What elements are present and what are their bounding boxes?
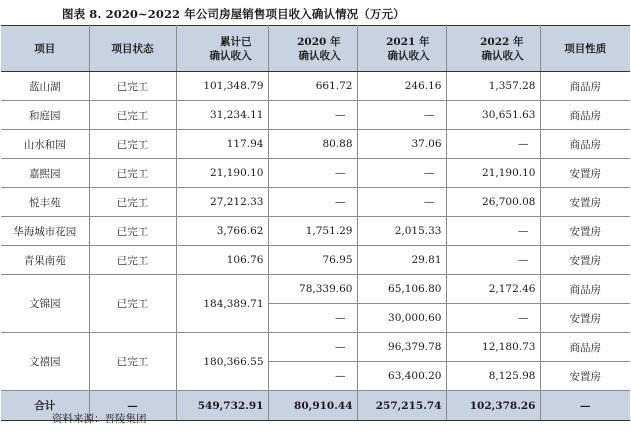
table-row [1,333,630,362]
table-row [1,101,630,130]
header-row [1,26,630,72]
cell-project: 悦丰苑 [1,188,89,217]
cell-2021: — [357,159,446,188]
header-2020-line1: 2020 年 [297,35,341,48]
cell-2022: — [446,304,540,333]
cell-project: 文禧园 [1,333,89,391]
total-nature: — [540,391,630,421]
cell-2022: 8,125.98 [446,362,540,391]
cell-2021: 96,379.78 [357,333,446,362]
cell-status: 已完工 [89,246,176,275]
total-label: 合计 [1,391,89,421]
cell-2022: 21,190.10 [446,159,540,188]
cell-status: 已完工 [89,101,176,130]
header-2020 [268,26,357,72]
cell-2020: — [268,362,357,391]
table-row [1,72,630,101]
cell-2020: — [268,159,357,188]
cell-2021: — [357,188,446,217]
header-cumulative [176,26,268,72]
cell-nature: 商品房 [540,130,630,159]
table-row [1,188,630,217]
header-status: 项目状态 [89,26,176,72]
cell-cumulative: 3,766.62 [176,217,268,246]
cell-2022: — [446,217,540,246]
cell-status: 已完工 [89,333,176,391]
cell-cumulative: 180,366.55 [176,333,268,391]
cell-2021: 246.16 [357,72,446,101]
header-2020-line2: 确认收入 [298,49,341,62]
cell-2022: — [446,130,540,159]
header-project: 项目 [1,26,89,72]
cell-nature: 商品房 [540,275,630,304]
cell-project: 嘉熙园 [1,159,89,188]
cell-2020: — [268,188,357,217]
cell-2022: 26,700.08 [446,188,540,217]
table-row [1,246,630,275]
total-status: — [89,391,176,421]
cell-2020: 78,339.60 [268,275,357,304]
cell-2021: 37.06 [357,130,446,159]
cell-2022: 12,180.73 [446,333,540,362]
header-2022-line1: 2022 年 [480,35,524,48]
total-2022: 102,378.26 [446,391,540,421]
header-2021-line1: 2021 年 [386,35,430,48]
cell-nature: 商品房 [540,101,630,130]
cell-2021: — [357,101,446,130]
cell-2022: — [446,246,540,275]
cell-2021: 2,015.33 [357,217,446,246]
header-2022-line2: 确认收入 [481,49,524,62]
cell-2021: 29.81 [357,246,446,275]
total-2021: 257,215.74 [357,391,446,421]
cell-project: 山水和园 [1,130,89,159]
cell-project: 和庭园 [1,101,89,130]
cell-2022: 2,172.46 [446,275,540,304]
cell-status: 已完工 [89,159,176,188]
cell-nature: 安置房 [540,246,630,275]
cell-status: 已完工 [89,130,176,159]
cell-2021: 65,106.80 [357,275,446,304]
cell-project: 华海城市花园 [1,217,89,246]
cell-cumulative: 106.76 [176,246,268,275]
cell-cumulative: 31,234.11 [176,101,268,130]
cell-2020: — [268,101,357,130]
header-2021-line2: 确认收入 [387,49,430,62]
table-row [1,159,630,188]
cell-cumulative: 21,190.10 [176,159,268,188]
cell-status: 已完工 [89,275,176,333]
cell-status: 已完工 [89,217,176,246]
header-nature: 项目性质 [540,26,630,72]
table-row [1,275,630,304]
cell-cumulative: 27,212.33 [176,188,268,217]
cell-2022: 1,357.28 [446,72,540,101]
header-2021 [357,26,446,72]
cell-nature: 安置房 [540,362,630,391]
cell-project: 文锦园 [1,275,89,333]
header-cumulative-line1: 累计已 [220,35,252,48]
cell-2020: 1,751.29 [268,217,357,246]
table-row [1,130,630,159]
cell-nature: 安置房 [540,159,630,188]
table-row [1,217,630,246]
cell-nature: 商品房 [540,72,630,101]
table-caption: 图表 8. 2020~2022 年公司房屋销售项目收入确认情况（万元） [62,7,405,21]
cell-status: 已完工 [89,72,176,101]
total-2020: 80,910.44 [268,391,357,421]
cell-nature: 安置房 [540,188,630,217]
cell-2020: 80.88 [268,130,357,159]
cell-cumulative: 101,348.79 [176,72,268,101]
cell-2022: 30,651.63 [446,101,540,130]
cell-2021: 30,000.60 [357,304,446,333]
cell-cumulative: 117.94 [176,130,268,159]
cell-2020: — [268,333,357,362]
cell-2020: — [268,304,357,333]
cell-2020: 661.72 [268,72,357,101]
source-note: 资料来源：晋陵集团 [52,413,147,425]
cell-cumulative: 184,389.71 [176,275,268,333]
cell-nature: 安置房 [540,217,630,246]
cell-project: 青果南苑 [1,246,89,275]
cell-nature: 安置房 [540,304,630,333]
header-2022 [446,26,540,72]
cell-project: 蓝山湖 [1,72,89,101]
cell-status: 已完工 [89,188,176,217]
header-cumulative-line2: 确认收入 [209,49,252,62]
cell-nature: 商品房 [540,333,630,362]
cell-2020: 76.95 [268,246,357,275]
total-cumulative: 549,732.91 [176,391,268,421]
cell-2021: 63,400.20 [357,362,446,391]
revenue-table [1,25,630,421]
